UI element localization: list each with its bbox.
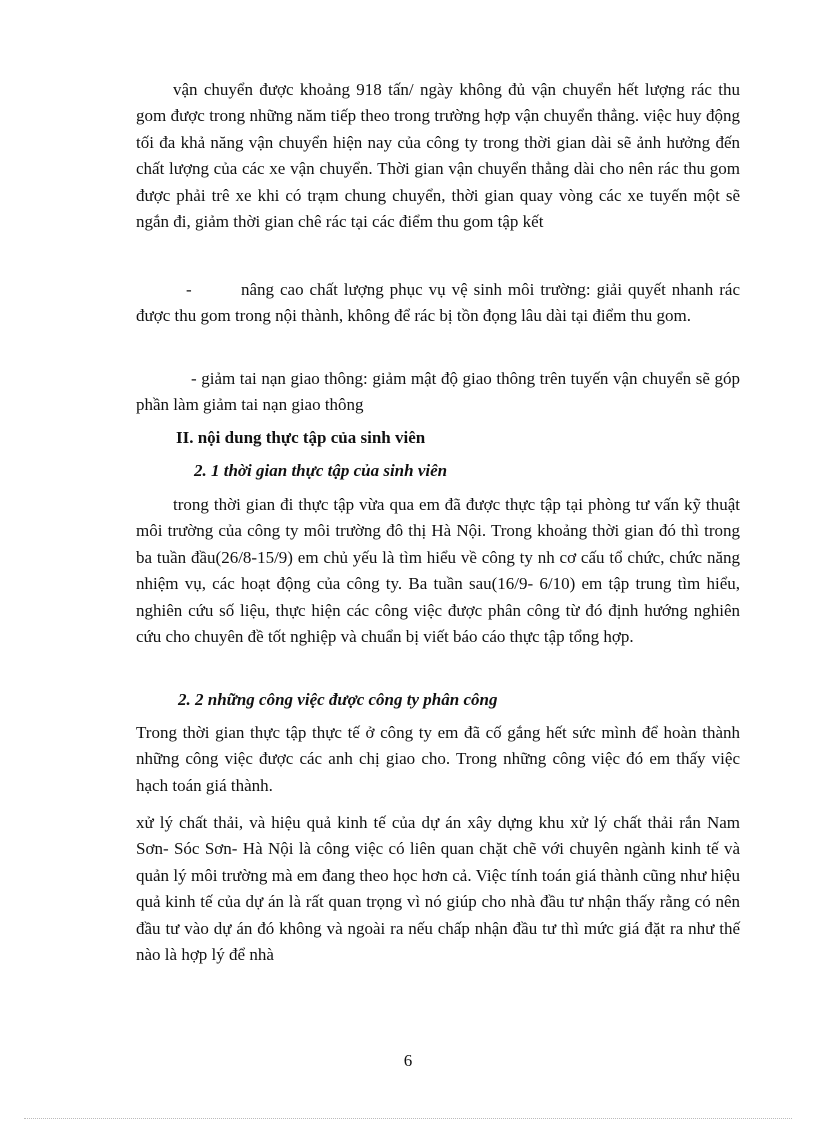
section-heading-ii: II. nội dung thực tập của sinh viên: [176, 428, 426, 447]
paragraph-text: vận chuyển được khoảng 918 tấn/ ngày không đủ vận chuyển hết lượng rác thu gom được trong những năm tiếp theo trong trường hợp vận chuyển thẳng. việc huy động tối đa khả năng vận chuyển hiện nay của công ty trong thời gian dài sẽ ảnh hưởng đến chất lượng của các xe vận chuyển. Thời gian vận chuyển thẳng dài cho nên rác thu gom được phải trê xe khi có trạm chung chuyển, thời gian quay vòng các xe tuyến một sẽ ngắn đi, giảm thời gian chê rác tại các điểm thu gom tập kết: [136, 80, 740, 232]
subsection-heading-2-1: 2. 1 thời gian thực tập của sinh viên: [194, 461, 448, 480]
paragraph-text: trong thời gian đi thực tập vừa qua em đã được thực tập tại phòng tư vấn kỹ thuật môi trường của công ty môi trường đô thị Hà Nội. Trong khoảng thời gian đó thì trong ba tuần đầu(26/8-15/9) em chủ yếu là tìm hiểu về công ty nh cơ cấu tổ chức, chức năng nhiệm vụ, các hoạt động của công ty. Ba tuần sau(16/9- 6/10) em tập trung tìm hiểu, nghiên cứu số liệu, thực hiện các công việc được phân công từ đó định hướng nghiên cứu cho chuyên đề tốt nghiệp và chuẩn bị viết báo cáo thực tập tổng hợp.: [136, 495, 740, 647]
paragraph-transport-capacity: [136, 77, 740, 235]
paragraph-waste-project: [136, 810, 740, 968]
paragraph-text: nâng cao chất lượng phục vụ vệ sinh môi trường: giải quyết nhanh rác được thu gom trong nội thành, không để rác bị tồn đọng lâu dài tại điểm thu gom.: [136, 280, 740, 326]
page-number: 6: [403, 1051, 413, 1070]
paragraph-assigned-work: [136, 720, 740, 799]
bullet-dash: -: [186, 280, 192, 299]
paragraph-text: - giảm tai nạn giao thông: giảm mật độ giao thông trên tuyến vận chuyển sẽ góp phần làm giảm tai nạn giao thông: [136, 369, 740, 415]
paragraph-service-quality: [136, 277, 740, 330]
paragraph-traffic-accidents: [136, 366, 740, 419]
paragraph-internship-time: [136, 492, 740, 650]
paragraph-text: xử lý chất thải, và hiệu quả kinh tế của dự án xây dựng khu xử lý chất thải rắn Nam Sơn- Sóc Sơn- Hà Nội là công việc có liên quan chặt chẽ với chuyên ngành kinh tế và quản lý môi trường mà em đang theo học hơn cả. Việc tính toán giá thành cũng như hiệu quả kinh tế của dự án là rất quan trọng vì nó giúp cho nhà đầu tư nhận thấy rằng có nên đầu tư vào dự án đó không và ngoài ra nếu chấp nhận đầu tư thì mức giá đặt ra như thế nào là hợp lý để nhà: [136, 813, 740, 965]
paragraph-text: Trong thời gian thực tập thực tế ở công ty em đã cố gắng hết sức mình để hoàn thành những công việc được các anh chị giao cho. Trong những công việc đó em thấy việc hạch toán giá thành.: [136, 723, 740, 795]
subsection-heading-2-2: 2. 2 những công việc được công ty phân công: [178, 690, 498, 709]
page-divider: [24, 1118, 792, 1119]
